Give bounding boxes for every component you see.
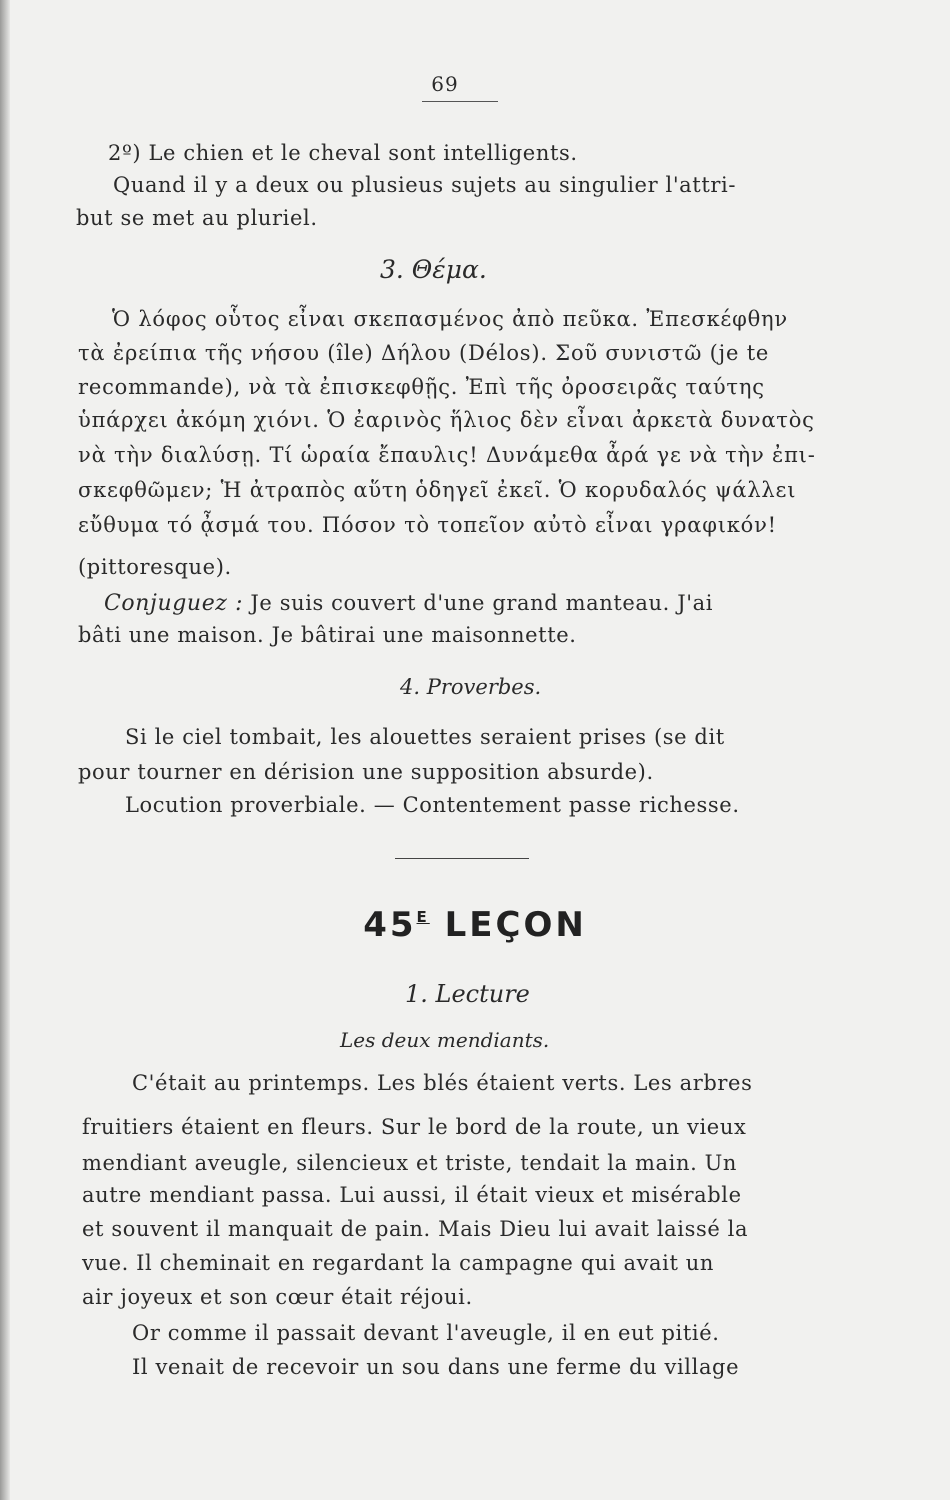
reading-line: Or comme il passait devant l'aveugle, il en eut pitié. — [132, 1321, 720, 1345]
grammar-rule-line: Quand il y a deux ou plusieus sujets au singulier l'attri- — [113, 173, 737, 197]
reading-title: Les deux mendiants. — [340, 1028, 550, 1052]
reading-line: vue. Il cheminait en regardant la campagne qui avait un — [82, 1251, 715, 1275]
proverb-line: pour tourner en dérision une supposition absurde). — [78, 760, 654, 784]
lesson-number: 45 — [363, 905, 417, 945]
conjugate-label: Conjuguez : — [104, 591, 244, 616]
reading-line: Il venait de recevoir un sou dans une ferme du village — [132, 1355, 740, 1379]
lesson-section: 1. Lecture — [405, 980, 530, 1008]
reading-line: mendiant aveugle, silencieux et triste, tendait la main. Un — [82, 1151, 738, 1175]
theme-line: τὰ ἐρείπια τῆς νήσου (île) Δήλου (Délos). Σοῦ συνιστῶ (je te — [78, 341, 770, 365]
page-number-rule — [422, 101, 498, 102]
reading-line: fruitiers étaient en fleurs. Sur le bord de la route, un vieux — [82, 1115, 747, 1139]
theme-heading: 3. Θέμα. — [380, 255, 487, 284]
conjugate-text: Je suis couvert d'une grand manteau. J'ai — [250, 591, 714, 615]
reading-line: autre mendiant passa. Lui aussi, il était vieux et misérable — [82, 1183, 742, 1207]
lesson-word: LEÇON — [444, 905, 587, 945]
reading-line: C'était au printemps. Les blés étaient verts. Les arbres — [132, 1071, 753, 1095]
proverb-line: Locution proverbiale. — Contentement passe richesse. — [125, 793, 740, 817]
page-edge-shadow — [0, 0, 10, 1500]
grammar-example: 2º) Le chien et le cheval sont intelligents. — [108, 141, 578, 165]
conjugate-line: bâti une maison. Je bâtirai une maisonnette. — [78, 623, 577, 647]
theme-line: εὔθυμα τό ᾆσμά του. Πόσον τὸ τοπεῖον αὐτὸ εἶναι γραφικόν! — [78, 513, 777, 537]
conjugate-line — [104, 588, 713, 619]
grammar-rule-line: but se met au pluriel. — [76, 206, 318, 230]
lesson-suffix: E — [416, 908, 430, 926]
theme-line: (pittoresque). — [78, 555, 232, 579]
theme-line: ὑπάρχει ἀκόμη χιόνι. Ὁ ἐαρινὸς ἥλιος δὲν εἶναι ἀρκετὰ δυνατὸς — [78, 408, 815, 432]
theme-line: σκεφθῶμεν; Ἡ ἀτραπὸς αὕτη ὁδηγεῖ ἐκεῖ. Ὁ κορυδαλός ψάλλει — [78, 478, 797, 502]
section-divider — [395, 858, 529, 859]
page-number: 69 — [431, 72, 459, 96]
theme-line: recommande), νὰ τὰ ἐπισκεφθῇς. Ἐπὶ τῆς ὀροσειρᾶς ταύτης — [78, 375, 765, 399]
theme-line: νὰ τὴν διαλύσῃ. Τί ὡραία ἔπαυλις! Δυνάμεθα ἆρά γε νὰ τὴν ἐπι- — [78, 443, 816, 467]
lesson-title — [0, 905, 950, 945]
reading-line: et souvent il manquait de pain. Mais Dieu lui avait laissé la — [82, 1217, 749, 1241]
theme-line: Ὁ λόφος οὗτος εἶναι σκεπασμένος ἀπὸ πεῦκα. Ἐπεσκέφθην — [112, 307, 788, 331]
reading-line: air joyeux et son cœur était réjoui. — [82, 1285, 473, 1309]
proverb-line: Si le ciel tombait, les alouettes seraient prises (se dit — [125, 725, 725, 749]
proverbs-heading: 4. Proverbes. — [400, 675, 542, 699]
